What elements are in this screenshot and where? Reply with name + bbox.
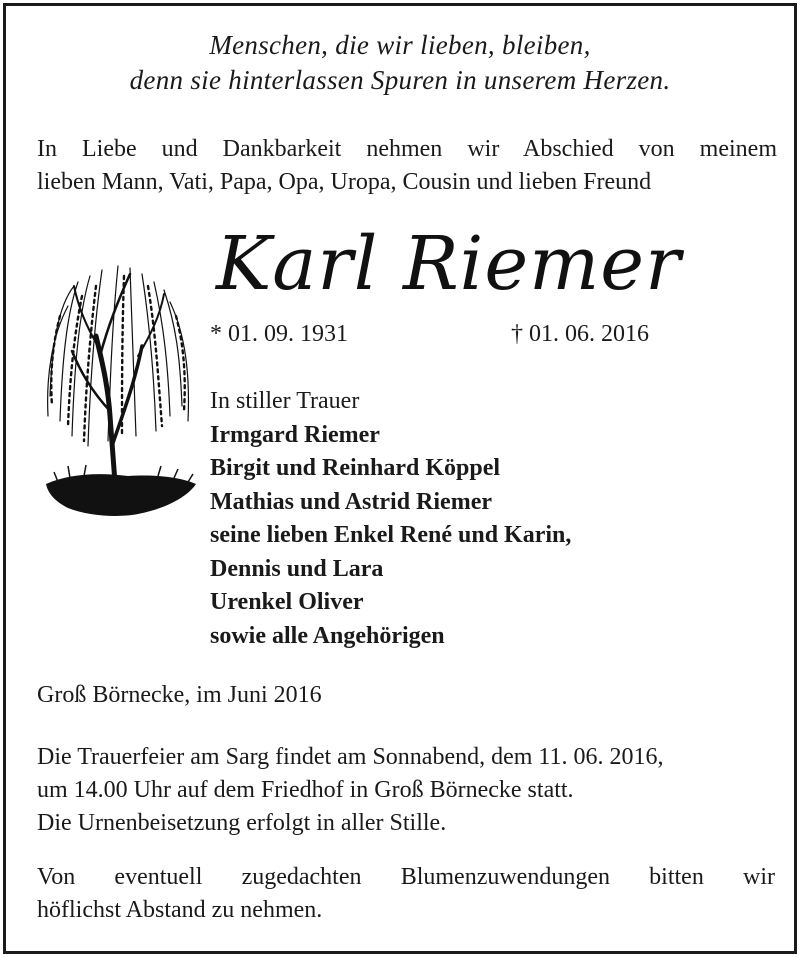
mourners-list <box>210 385 571 653</box>
mourner-name: Birgit und Reinhard Köppel <box>210 455 501 481</box>
weeping-willow-icon <box>38 246 198 536</box>
ceremony-line-3: Die Urnenbeisetzung erfolgt in aller Stille. <box>37 810 447 836</box>
mourner-name: Dennis und Lara <box>210 555 384 582</box>
mourner-name: seine lieben Enkel René und Karin, <box>210 522 572 548</box>
flowers-line-2: höflichst Abstand zu nehmen. <box>37 897 323 923</box>
mourner-name: Mathias und Astrid Riemer <box>210 488 492 515</box>
obituary-frame <box>3 3 797 954</box>
birth-date: * 01. 09. 1931 <box>210 321 348 347</box>
motto <box>6 28 794 98</box>
ceremony-line-2: um 14.00 Uhr auf dem Friedhof in Groß Börnecke statt. <box>37 777 574 803</box>
death-date: † 01. 06. 2016 <box>511 321 649 347</box>
ceremony-line-1: Die Trauerfeier am Sarg findet am Sonnabend, dem 11. 06. 2016, <box>37 744 664 770</box>
place-and-date: Groß Börnecke, im Juni 2016 <box>37 682 322 708</box>
mourners-heading: In stiller Trauer <box>210 388 360 414</box>
mourner-name: Irmgard Riemer <box>210 421 380 448</box>
mourner-name: sowie alle Angehörigen <box>210 622 445 649</box>
mourner-name: Urenkel Oliver <box>210 589 364 615</box>
ceremony-info <box>37 741 775 840</box>
flowers-note <box>37 861 775 927</box>
motto-line-2: denn sie hinterlassen Spuren in unserem Herzen. <box>129 65 671 95</box>
intro-text <box>37 133 777 199</box>
deceased-name: Karl Riemer <box>216 221 682 307</box>
motto-line-1: Menschen, die wir lieben, bleiben, <box>209 30 591 60</box>
intro-line-1: In Liebe und Dankbarkeit nehmen wir Abschied von meinem <box>37 136 777 162</box>
intro-line-2: lieben Mann, Vati, Papa, Opa, Uropa, Cousin und lieben Freund <box>37 169 652 195</box>
flowers-line-1: Von eventuell zugedachten Blumenzuwendungen bitten wir <box>37 864 775 890</box>
